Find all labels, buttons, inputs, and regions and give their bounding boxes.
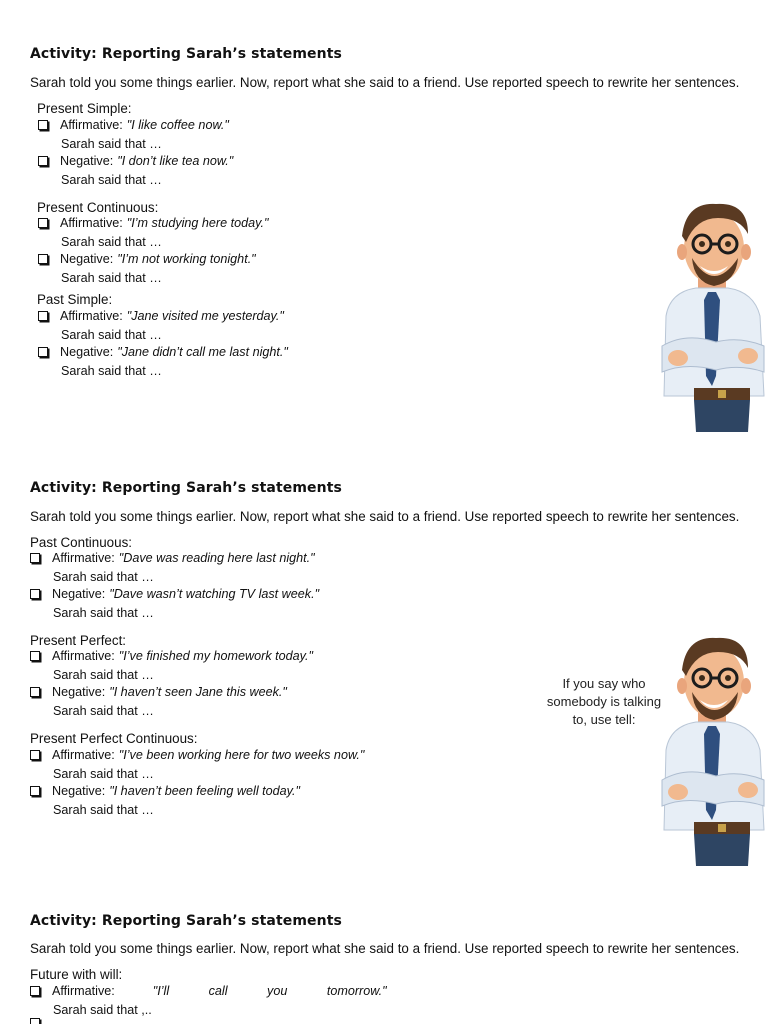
teacher-character-illustration — [656, 630, 768, 866]
answer-prompt: Sarah said that … — [53, 803, 154, 817]
tip-note: If you say who somebody is talking to, use tell: — [546, 676, 662, 727]
answer-prompt: Sarah said that … — [53, 704, 154, 718]
item-label: Affirmative: — [60, 309, 123, 323]
checkbox-icon[interactable] — [30, 986, 40, 996]
exercise-item — [38, 309, 284, 323]
exercise-item — [30, 685, 287, 699]
answer-prompt: Sarah said that … — [53, 767, 154, 781]
exercise-item — [30, 748, 364, 762]
answer-prompt: Sarah said that ,.. — [53, 1003, 152, 1017]
answer-prompt: Sarah said that … — [53, 570, 154, 584]
checkbox-icon[interactable] — [30, 651, 40, 661]
exercise-item — [30, 649, 313, 663]
checkbox-icon[interactable] — [38, 347, 48, 357]
item-quote: "Jane didn’t call me last night." — [117, 345, 288, 359]
checkbox-icon[interactable] — [38, 254, 48, 264]
section-heading: Future with will: — [30, 967, 123, 982]
exercise-item-partial — [30, 1018, 52, 1024]
section-heading: Present Perfect Continuous: — [30, 731, 198, 746]
item-label: Negative: — [60, 252, 114, 266]
teacher-character-illustration — [656, 196, 768, 432]
activity-instruction: Sarah told you some things earlier. Now, report what she said to a friend. Use reported speech to rewrite her sentences. — [30, 509, 740, 524]
item-label: Negative: — [52, 685, 106, 699]
item-label: Affirmative: — [52, 551, 115, 565]
answer-prompt: Sarah said that … — [61, 328, 162, 342]
section-heading: Present Perfect: — [30, 633, 127, 648]
section-heading: Past Continuous: — [30, 535, 132, 550]
item-label: Negative: — [52, 784, 106, 798]
checkbox-icon[interactable] — [38, 218, 48, 228]
checkbox-icon[interactable] — [30, 786, 40, 796]
section-heading: Present Continuous: — [37, 200, 159, 215]
answer-prompt: Sarah said that … — [61, 364, 162, 378]
checkbox-icon[interactable] — [30, 687, 40, 697]
item-quote: "I’ll call you tomorrow." — [152, 984, 387, 998]
item-quote: "Dave was reading here last night." — [118, 551, 315, 565]
item-quote: "I haven’t seen Jane this week." — [109, 685, 287, 699]
item-label: Affirmative: — [60, 216, 123, 230]
checkbox-icon[interactable] — [38, 156, 48, 166]
checkbox-icon[interactable] — [30, 589, 40, 599]
item-label: Negative: — [60, 154, 114, 168]
answer-prompt: Sarah said that … — [53, 606, 154, 620]
checkbox-icon[interactable] — [30, 553, 40, 563]
checkbox-icon[interactable] — [38, 120, 48, 130]
item-label: Affirmative: — [52, 984, 115, 998]
item-quote: "Dave wasn’t watching TV last week." — [109, 587, 320, 601]
item-quote: "I’m studying here today." — [126, 216, 269, 230]
checkbox-icon[interactable] — [30, 750, 40, 760]
activity-instruction: Sarah told you some things earlier. Now, report what she said to a friend. Use reported speech to rewrite her sentences. — [30, 75, 740, 90]
answer-prompt: Sarah said that … — [61, 137, 162, 151]
exercise-item — [38, 118, 229, 132]
checkbox-icon[interactable] — [38, 311, 48, 321]
answer-prompt: Sarah said that … — [61, 271, 162, 285]
exercise-item — [30, 551, 315, 565]
exercise-item — [30, 587, 319, 601]
answer-prompt: Sarah said that … — [53, 668, 154, 682]
exercise-item — [38, 154, 233, 168]
exercise-item — [38, 252, 256, 266]
item-label: Affirmative: — [52, 748, 115, 762]
item-label: Negative: — [60, 345, 114, 359]
section-heading: Past Simple: — [37, 292, 113, 307]
section-heading: Present Simple: — [37, 101, 132, 116]
item-quote: "Jane visited me yesterday." — [126, 309, 284, 323]
answer-prompt: Sarah said that … — [61, 235, 162, 249]
exercise-item — [38, 216, 268, 230]
item-label: Negative: — [52, 587, 106, 601]
item-quote: "I like coffee now." — [126, 118, 229, 132]
item-quote: "I don’t like tea now." — [117, 154, 234, 168]
activity-title: Activity: Reporting Sarah’s statements — [30, 46, 342, 62]
exercise-item — [30, 984, 387, 998]
checkbox-icon[interactable] — [30, 1018, 40, 1024]
item-label: Affirmative: — [60, 118, 123, 132]
activity-title: Activity: Reporting Sarah’s statements — [30, 913, 342, 929]
exercise-item — [30, 784, 300, 798]
activity-instruction: Sarah told you some things earlier. Now, report what she said to a friend. Use reported speech to rewrite her sentences. — [30, 941, 740, 956]
item-quote: "I’ve been working here for two weeks now." — [118, 748, 365, 762]
activity-title: Activity: Reporting Sarah’s statements — [30, 480, 342, 496]
answer-prompt: Sarah said that … — [61, 173, 162, 187]
item-label: Affirmative: — [52, 649, 115, 663]
exercise-item — [38, 345, 288, 359]
item-quote: "I haven’t been feeling well today." — [109, 784, 300, 798]
item-quote: "I’m not working tonight." — [117, 252, 256, 266]
item-quote: "I’ve finished my homework today." — [118, 649, 313, 663]
